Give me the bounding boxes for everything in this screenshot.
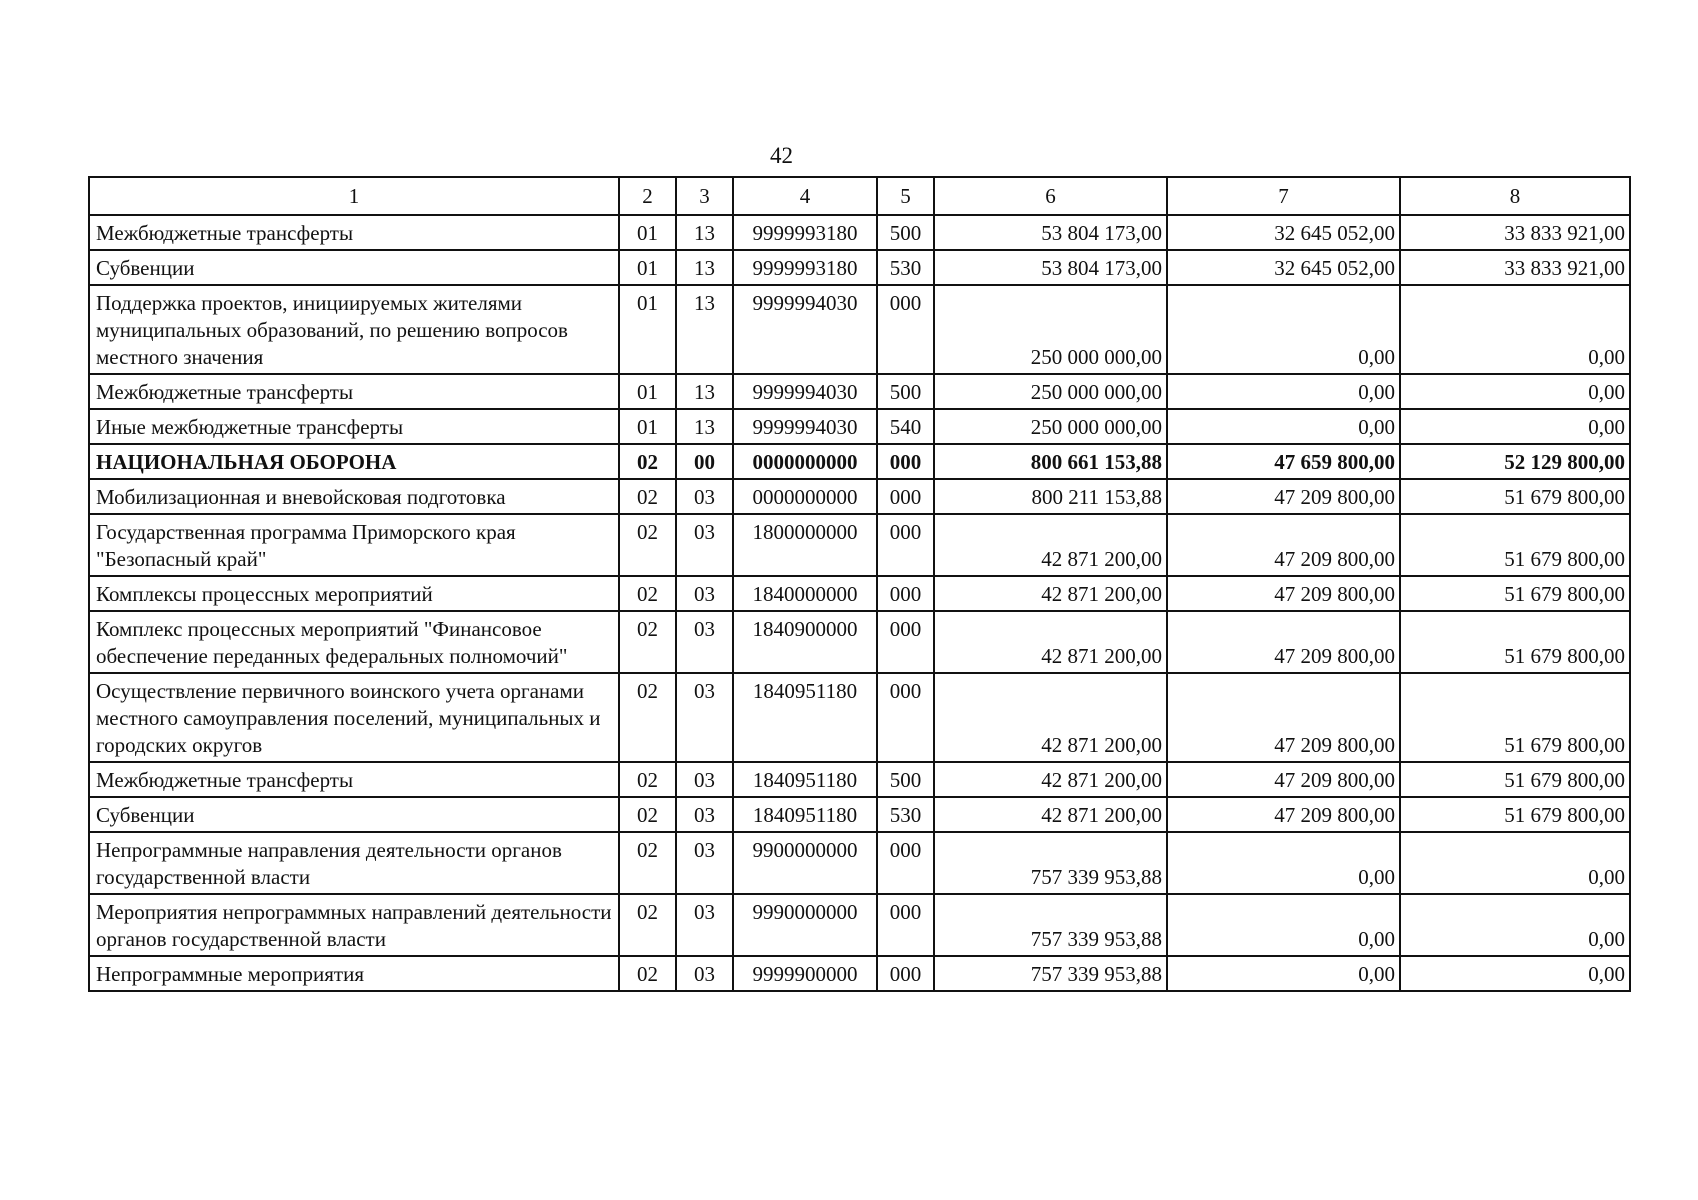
amount-year2-cell: 0,00 xyxy=(1167,956,1400,991)
expense-type-cell: 530 xyxy=(877,250,934,285)
expense-type-cell: 000 xyxy=(877,894,934,956)
column-header: 5 xyxy=(877,177,934,215)
subsection-code-cell: 13 xyxy=(676,374,733,409)
target-article-cell: 0000000000 xyxy=(733,444,877,479)
target-article-cell: 0000000000 xyxy=(733,479,877,514)
target-article-cell: 9999993180 xyxy=(733,215,877,250)
amount-year2-cell: 47 209 800,00 xyxy=(1167,576,1400,611)
amount-year2-cell: 0,00 xyxy=(1167,285,1400,374)
amount-year3-cell: 33 833 921,00 xyxy=(1400,215,1630,250)
amount-year2-cell: 0,00 xyxy=(1167,832,1400,894)
column-header: 4 xyxy=(733,177,877,215)
target-article-cell: 1840000000 xyxy=(733,576,877,611)
expense-type-cell: 000 xyxy=(877,479,934,514)
subsection-code-cell: 03 xyxy=(676,514,733,576)
section-code-cell: 02 xyxy=(619,762,676,797)
section-code-cell: 02 xyxy=(619,673,676,762)
table-row xyxy=(89,894,1630,956)
subsection-code-cell: 03 xyxy=(676,762,733,797)
table-row xyxy=(89,611,1630,673)
subsection-code-cell: 13 xyxy=(676,285,733,374)
section-code-cell: 01 xyxy=(619,409,676,444)
expense-type-cell: 000 xyxy=(877,285,934,374)
amount-year1-cell: 42 871 200,00 xyxy=(934,611,1167,673)
row-name-cell: Непрограммные направления деятельности органов государственной власти xyxy=(89,832,619,894)
table-row xyxy=(89,762,1630,797)
row-name-cell: Мобилизационная и вневойсковая подготовка xyxy=(89,479,619,514)
amount-year2-cell: 47 209 800,00 xyxy=(1167,673,1400,762)
amount-year1-cell: 800 211 153,88 xyxy=(934,479,1167,514)
table-row xyxy=(89,479,1630,514)
table-row xyxy=(89,409,1630,444)
amount-year1-cell: 757 339 953,88 xyxy=(934,894,1167,956)
section-code-cell: 02 xyxy=(619,832,676,894)
amount-year2-cell: 47 209 800,00 xyxy=(1167,514,1400,576)
section-code-cell: 02 xyxy=(619,576,676,611)
expense-type-cell: 000 xyxy=(877,576,934,611)
section-code-cell: 01 xyxy=(619,285,676,374)
table-row xyxy=(89,673,1630,762)
subsection-code-cell: 00 xyxy=(676,444,733,479)
column-header: 6 xyxy=(934,177,1167,215)
amount-year3-cell: 51 679 800,00 xyxy=(1400,576,1630,611)
expense-type-cell: 500 xyxy=(877,215,934,250)
budget-table xyxy=(88,176,1631,992)
amount-year2-cell: 0,00 xyxy=(1167,894,1400,956)
row-name-cell: Субвенции xyxy=(89,250,619,285)
amount-year1-cell: 42 871 200,00 xyxy=(934,576,1167,611)
amount-year3-cell: 51 679 800,00 xyxy=(1400,479,1630,514)
subsection-code-cell: 03 xyxy=(676,611,733,673)
amount-year2-cell: 47 209 800,00 xyxy=(1167,479,1400,514)
row-name-cell: Поддержка проектов, инициируемых жителями муниципальных образований, по решению вопросов местного значения xyxy=(89,285,619,374)
amount-year2-cell: 0,00 xyxy=(1167,374,1400,409)
amount-year3-cell: 33 833 921,00 xyxy=(1400,250,1630,285)
section-code-cell: 01 xyxy=(619,215,676,250)
amount-year2-cell: 32 645 052,00 xyxy=(1167,250,1400,285)
table-row xyxy=(89,514,1630,576)
amount-year1-cell: 42 871 200,00 xyxy=(934,762,1167,797)
subsection-code-cell: 13 xyxy=(676,215,733,250)
subsection-code-cell: 03 xyxy=(676,576,733,611)
subsection-code-cell: 03 xyxy=(676,673,733,762)
row-name-cell: Иные межбюджетные трансферты xyxy=(89,409,619,444)
subsection-code-cell: 03 xyxy=(676,956,733,991)
row-name-cell: Межбюджетные трансферты xyxy=(89,374,619,409)
amount-year1-cell: 757 339 953,88 xyxy=(934,832,1167,894)
row-name-cell: Субвенции xyxy=(89,797,619,832)
expense-type-cell: 000 xyxy=(877,832,934,894)
target-article-cell: 9999994030 xyxy=(733,285,877,374)
amount-year1-cell: 250 000 000,00 xyxy=(934,374,1167,409)
amount-year1-cell: 800 661 153,88 xyxy=(934,444,1167,479)
subsection-code-cell: 03 xyxy=(676,797,733,832)
amount-year3-cell: 51 679 800,00 xyxy=(1400,673,1630,762)
amount-year3-cell: 51 679 800,00 xyxy=(1400,611,1630,673)
section-code-cell: 02 xyxy=(619,611,676,673)
row-name-cell: НАЦИОНАЛЬНАЯ ОБОРОНА xyxy=(89,444,619,479)
column-header: 7 xyxy=(1167,177,1400,215)
amount-year3-cell: 0,00 xyxy=(1400,409,1630,444)
target-article-cell: 9900000000 xyxy=(733,832,877,894)
amount-year3-cell: 51 679 800,00 xyxy=(1400,797,1630,832)
page-number: 42 xyxy=(770,143,793,168)
row-name-cell: Комплекс процессных мероприятий "Финансовое обеспечение переданных федеральных полномочий" xyxy=(89,611,619,673)
amount-year3-cell: 51 679 800,00 xyxy=(1400,762,1630,797)
amount-year2-cell: 32 645 052,00 xyxy=(1167,215,1400,250)
expense-type-cell: 530 xyxy=(877,797,934,832)
target-article-cell: 9999994030 xyxy=(733,374,877,409)
target-article-cell: 9999993180 xyxy=(733,250,877,285)
expense-type-cell: 500 xyxy=(877,762,934,797)
amount-year1-cell: 53 804 173,00 xyxy=(934,250,1167,285)
amount-year2-cell: 0,00 xyxy=(1167,409,1400,444)
amount-year1-cell: 757 339 953,88 xyxy=(934,956,1167,991)
amount-year3-cell: 51 679 800,00 xyxy=(1400,514,1630,576)
table-row xyxy=(89,797,1630,832)
column-header: 3 xyxy=(676,177,733,215)
section-code-cell: 02 xyxy=(619,514,676,576)
section-code-cell: 01 xyxy=(619,250,676,285)
section-code-cell: 02 xyxy=(619,894,676,956)
table-row xyxy=(89,956,1630,991)
column-header: 2 xyxy=(619,177,676,215)
subsection-code-cell: 03 xyxy=(676,479,733,514)
expense-type-cell: 000 xyxy=(877,444,934,479)
table-body xyxy=(89,215,1630,991)
expense-type-cell: 540 xyxy=(877,409,934,444)
amount-year2-cell: 47 209 800,00 xyxy=(1167,797,1400,832)
amount-year3-cell: 0,00 xyxy=(1400,374,1630,409)
amount-year2-cell: 47 659 800,00 xyxy=(1167,444,1400,479)
table-row xyxy=(89,285,1630,374)
amount-year1-cell: 250 000 000,00 xyxy=(934,409,1167,444)
table-row xyxy=(89,374,1630,409)
target-article-cell: 1840951180 xyxy=(733,673,877,762)
row-name-cell: Осуществление первичного воинского учета органами местного самоуправления поселений, муниципальных и городских округов xyxy=(89,673,619,762)
section-code-cell: 02 xyxy=(619,956,676,991)
amount-year1-cell: 42 871 200,00 xyxy=(934,673,1167,762)
target-article-cell: 9999994030 xyxy=(733,409,877,444)
subsection-code-cell: 13 xyxy=(676,409,733,444)
section-code-cell: 02 xyxy=(619,797,676,832)
row-name-cell: Государственная программа Приморского края "Безопасный край" xyxy=(89,514,619,576)
table-row xyxy=(89,576,1630,611)
row-name-cell: Комплексы процессных мероприятий xyxy=(89,576,619,611)
page-number-container xyxy=(0,143,1698,169)
target-article-cell: 1840900000 xyxy=(733,611,877,673)
table-header-row xyxy=(89,177,1630,215)
target-article-cell: 9990000000 xyxy=(733,894,877,956)
table-row xyxy=(89,215,1630,250)
amount-year2-cell: 47 209 800,00 xyxy=(1167,762,1400,797)
amount-year2-cell: 47 209 800,00 xyxy=(1167,611,1400,673)
amount-year3-cell: 52 129 800,00 xyxy=(1400,444,1630,479)
expense-type-cell: 000 xyxy=(877,956,934,991)
column-header: 8 xyxy=(1400,177,1630,215)
amount-year3-cell: 0,00 xyxy=(1400,956,1630,991)
target-article-cell: 1840951180 xyxy=(733,797,877,832)
amount-year1-cell: 53 804 173,00 xyxy=(934,215,1167,250)
amount-year1-cell: 42 871 200,00 xyxy=(934,797,1167,832)
section-code-cell: 02 xyxy=(619,479,676,514)
subsection-code-cell: 03 xyxy=(676,832,733,894)
subsection-code-cell: 03 xyxy=(676,894,733,956)
target-article-cell: 1800000000 xyxy=(733,514,877,576)
section-code-cell: 02 xyxy=(619,444,676,479)
table-row xyxy=(89,250,1630,285)
expense-type-cell: 000 xyxy=(877,673,934,762)
amount-year1-cell: 250 000 000,00 xyxy=(934,285,1167,374)
amount-year3-cell: 0,00 xyxy=(1400,894,1630,956)
column-header: 1 xyxy=(89,177,619,215)
row-name-cell: Непрограммные мероприятия xyxy=(89,956,619,991)
amount-year3-cell: 0,00 xyxy=(1400,832,1630,894)
target-article-cell: 9999900000 xyxy=(733,956,877,991)
row-name-cell: Межбюджетные трансферты xyxy=(89,215,619,250)
expense-type-cell: 000 xyxy=(877,611,934,673)
table-row xyxy=(89,832,1630,894)
amount-year3-cell: 0,00 xyxy=(1400,285,1630,374)
expense-type-cell: 500 xyxy=(877,374,934,409)
section-code-cell: 01 xyxy=(619,374,676,409)
expense-type-cell: 000 xyxy=(877,514,934,576)
target-article-cell: 1840951180 xyxy=(733,762,877,797)
row-name-cell: Мероприятия непрограммных направлений деятельности органов государственной власти xyxy=(89,894,619,956)
amount-year1-cell: 42 871 200,00 xyxy=(934,514,1167,576)
row-name-cell: Межбюджетные трансферты xyxy=(89,762,619,797)
subsection-code-cell: 13 xyxy=(676,250,733,285)
table-row xyxy=(89,444,1630,479)
